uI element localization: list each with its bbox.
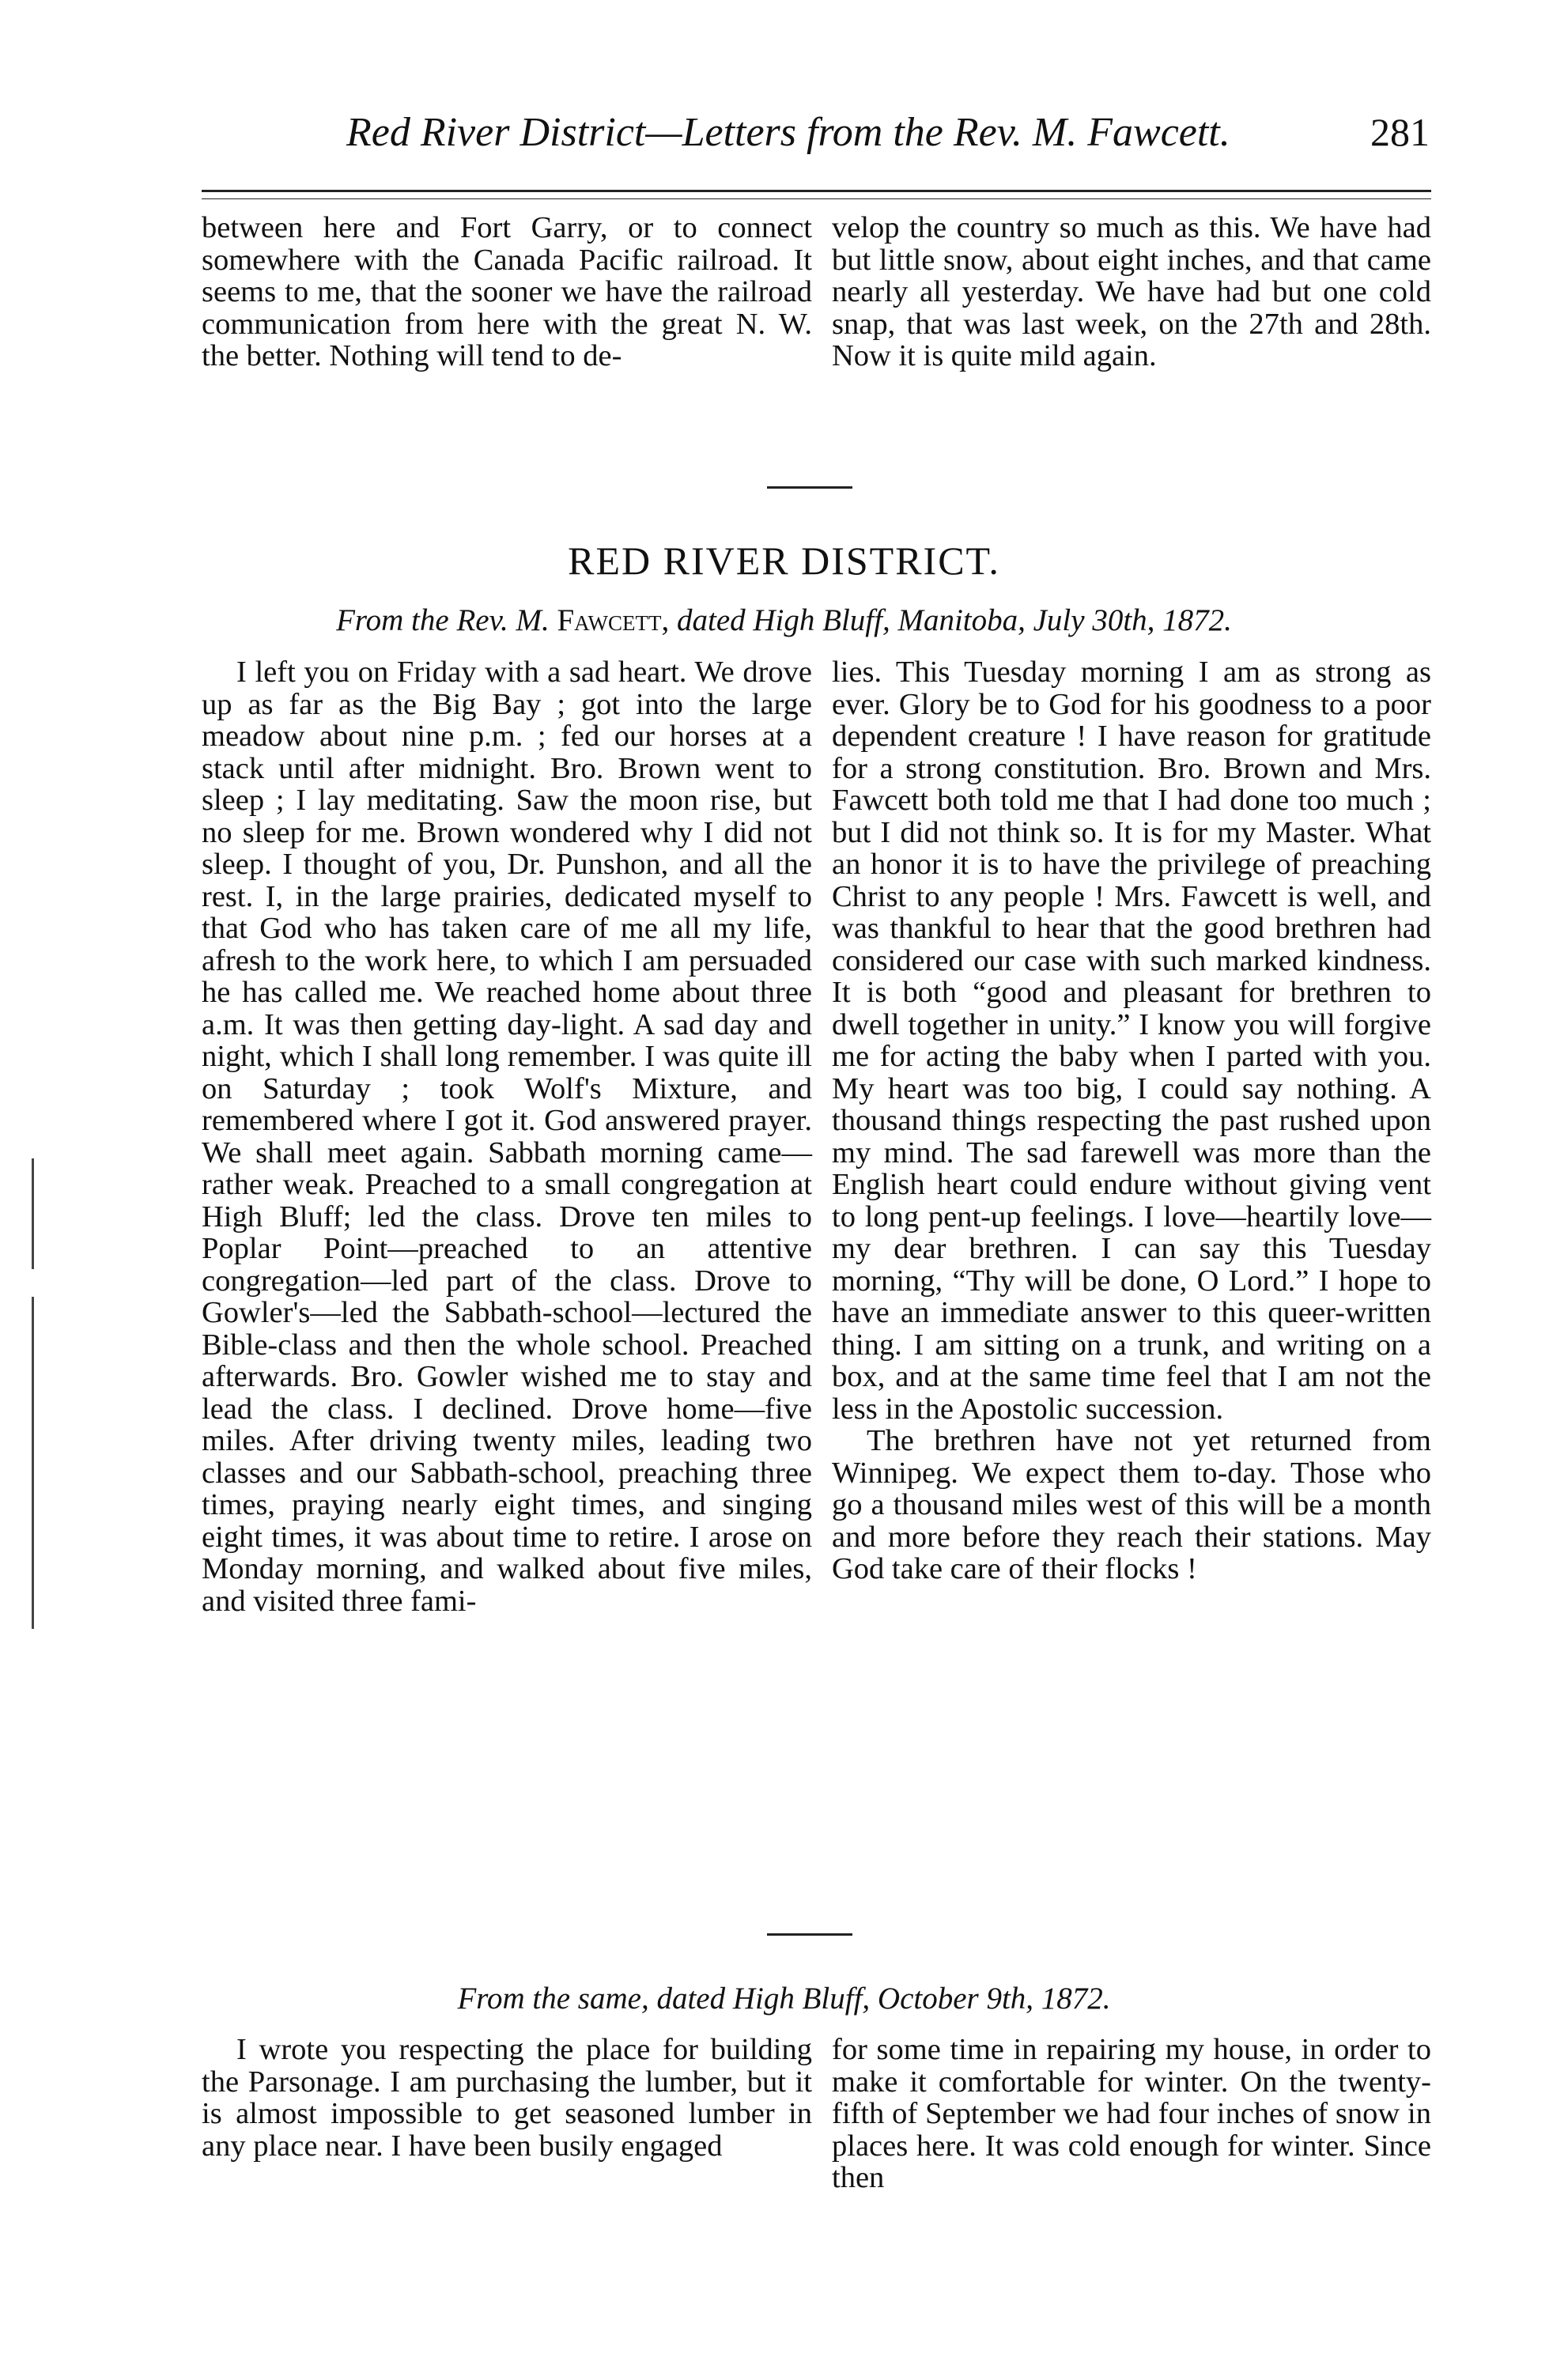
margin-mark — [32, 1158, 34, 1269]
header-rule — [202, 190, 1431, 199]
letter1-right-paragraph-2: The brethren have not yet returned from Winnipeg. We expect them to-day. Those who go a thousand miles west of this will be a month and more before they reach their stations. May God take care of their flocks ! — [832, 1424, 1431, 1585]
letter1-right-column — [832, 656, 1431, 1585]
letter2-left-text: I wrote you respecting the place for building the Parsonage. I am purchasing the lumber, but it is almost impossible to get seasoned lumber in any place near. I have been busily engaged — [202, 2033, 812, 2163]
letter2-right-text: for some time in repairing my house, in order to make it comfortable for winter. On the twenty-fifth of September we had four inches of snow in places here. It was cold enough for winter. Since then — [832, 2033, 1431, 2194]
continuation-right-column — [832, 212, 1431, 372]
letter-divider-rule — [767, 1933, 852, 1936]
letter1-left-column — [202, 656, 812, 1617]
letter1-left-text: I left you on Friday with a sad heart. We drove up as far as the Big Bay ; got into the large meadow about nine p.m. ; fed our horses at a stack until after midnight. Bro. Brown went to sleep ; I lay meditating. Saw the moon rise, but no sleep for me. Brown wondered why I did not sleep. I thought of you, Dr. Punshon, and all the rest. I, in the large prairies, dedicated myself to that God who has taken care of me all my life, afresh to the work here, to which I am persuaded he has called me. We reached home about three a.m. It was then getting day-light. A sad day and night, which I shall long remember. I was quite ill on Saturday ; took Wolf's Mixture, and remembered where I got it. God answered prayer. We shall meet again. Sabbath morning came—rather weak. Preached to a small congregation at High Bluff; led the class. Drove ten miles to Poplar Point—preached to an attentive congregation—led part of the class. Drove to Gowler's—led the Sabbath-school—lectured the Bible-class and then the whole school. Preached afterwards. Bro. Gowler wished me to stay and lead the class. I declined. Drove home—five miles. After driving twenty miles, leading two classes and our Sabbath-school, preaching three times, praying nearly eight times, and singing eight times, it was about time to retire. I arose on Monday morning, and walked about five miles, and visited three fami- — [202, 656, 812, 1618]
letter1-dateline — [0, 603, 1568, 638]
continuation-left-text: between here and Fort Garry, or to connect somewhere with the Canada Pacific railroad. It seems to me, that the sooner we have the railroad communication from here with the great N. W. the better. Nothing will tend to de- — [202, 211, 812, 372]
dateline-prefix: From the Rev. M. — [336, 603, 550, 637]
continuation-right-text: velop the country so much as this. We have had but little snow, about eight inches, and that came nearly all yesterday. We have had but one cold snap, that was last week, on the 27th and 28th. Now it is quite mild again. — [832, 211, 1431, 372]
section-title: RED RIVER DISTRICT. — [568, 538, 1000, 583]
letter1-right-paragraph-1: lies. This Tuesday morning I am as strong as ever. Glory be to God for his goodness to a poor dependent creature ! I have reason for gratitude for a strong constitution. Bro. Brown and Mrs. Fawcett both told me that I had done too much ; but I did not think so. It is for my Master. What an honor it is to have the privilege of preaching Christ to any people ! Mrs. Fawcett is well, and was thankful to hear that the good brethren had considered our case with such marked kindness. It is both “good and pleasant for brethren to dwell together in unity.” I know you will forgive me for acting the baby when I parted with you. My heart was too big, I could say nothing. A thousand things respecting the past rushed upon my mind. The sad farewell was more than the English heart could endure without giving vent to long pent-up feelings. I love—heartily love—my dear brethren. I can say this Tuesday morning, “Thy will be done, O Lord.” I hope to have an immediate answer to this queer-written thing. I am sitting on a trunk, and writing on a box, and at the same time feel that I am not the less in the Apostolic succession. — [832, 656, 1431, 1426]
letter2-dateline: From the same, dated High Bluff, October 9th, 1872. — [457, 1982, 1111, 2016]
dateline-suffix: dated High Bluff, Manitoba, July 30th, 1872. — [676, 603, 1232, 637]
page-header — [251, 109, 1430, 172]
letter2-right-column — [832, 2034, 1431, 2194]
letter2-left-column — [202, 2034, 812, 2162]
running-title: Red River District—Letters from the Rev. M. Fawcett. — [346, 110, 1230, 155]
section-divider-rule — [767, 486, 852, 489]
dateline-name: Fawcett, — [557, 603, 670, 637]
page-number: 281 — [1370, 110, 1430, 154]
continuation-left-column — [202, 212, 812, 372]
margin-mark — [32, 1297, 34, 1629]
